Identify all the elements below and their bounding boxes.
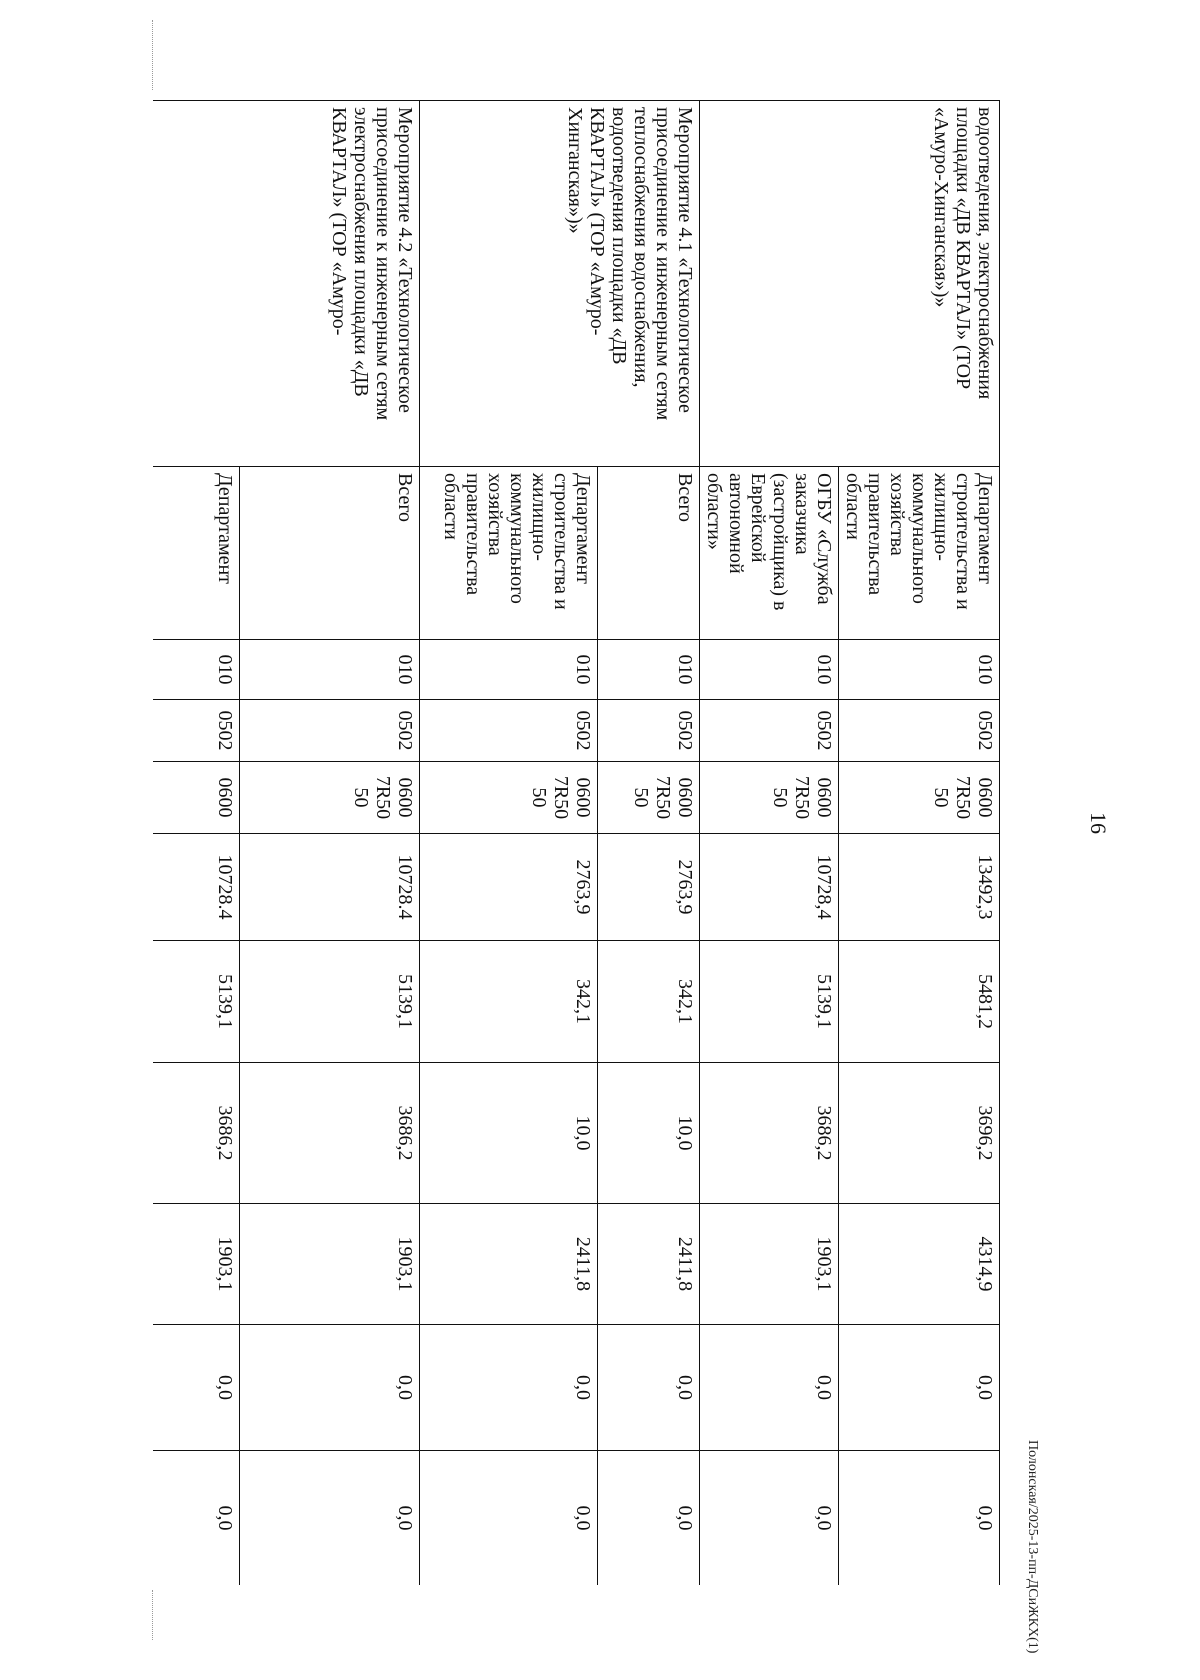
- executor-cell: Департамент строительства и жилищно-коммунального хозяйства правительства области: [839, 467, 1000, 640]
- measure-cell: водоотведения, электроснабжения площадки «ДВ КВАРТАЛ» (ТОР «Амуро-Хинганская»)»: [700, 101, 1000, 467]
- year-value-cell: 5139,1: [153, 941, 240, 1063]
- executor-cell: Департамент: [153, 467, 240, 640]
- grbs-cell: 010: [420, 640, 598, 700]
- total-cell: 13492,3: [839, 834, 1000, 941]
- table-row: [839, 101, 1000, 1586]
- executor-cell: Департамент строительства и жилищно-коммунального хозяйства правительства области: [420, 467, 598, 640]
- total-cell: 10728.4: [240, 834, 420, 941]
- csr-cell: 0600 7R50 50: [700, 762, 839, 834]
- year-value-cell: 0,0: [598, 1451, 700, 1586]
- rzpr-cell: 0502: [420, 700, 598, 762]
- year-value-cell: 5481,2: [839, 941, 1000, 1063]
- year-value-cell: 4314,9: [839, 1204, 1000, 1325]
- year-value-cell: 5139,1: [240, 941, 420, 1063]
- scan-edge-mark: [152, 1590, 153, 1640]
- year-value-cell: 0,0: [598, 1325, 700, 1451]
- year-value-cell: 0,0: [839, 1451, 1000, 1586]
- year-value-cell: 0,0: [153, 1451, 240, 1586]
- year-value-cell: 0,0: [153, 1325, 240, 1451]
- rzpr-cell: 0502: [240, 700, 420, 762]
- year-value-cell: 3686,2: [700, 1063, 839, 1204]
- year-value-cell: 1903,1: [240, 1204, 420, 1325]
- csr-cell: 0600 7R50 50: [839, 762, 1000, 834]
- year-value-cell: 10,0: [598, 1063, 700, 1204]
- year-value-cell: 10,0: [420, 1063, 598, 1204]
- budget-table-container: [153, 100, 1000, 1585]
- year-value-cell: 1903,1: [700, 1204, 839, 1325]
- executor-cell: ОГБУ «Служба заказчика (застройщика) в Еврейской автономной области»: [700, 467, 839, 640]
- year-value-cell: 0,0: [420, 1325, 598, 1451]
- grbs-cell: 010: [598, 640, 700, 700]
- year-value-cell: 0,0: [420, 1451, 598, 1586]
- year-value-cell: 0,0: [240, 1325, 420, 1451]
- grbs-cell: 010: [240, 640, 420, 700]
- year-value-cell: 3686,2: [240, 1063, 420, 1204]
- total-cell: 10728.4: [153, 834, 240, 941]
- year-value-cell: 342,1: [598, 941, 700, 1063]
- year-value-cell: 2411,8: [420, 1204, 598, 1325]
- csr-cell: 0600: [153, 762, 240, 834]
- measure-cell: Мероприятие 4.2 «Технологическое присоединение к инженерным сетям электроснабжения площадки «ДВ КВАРТАЛ» (ТОР «Амуро-: [153, 101, 420, 467]
- grbs-cell: 010: [153, 640, 240, 700]
- year-value-cell: 5139,1: [700, 941, 839, 1063]
- budget-table: [153, 100, 1000, 1585]
- year-value-cell: 0,0: [700, 1451, 839, 1586]
- measure-cell: Мероприятие 4.1 «Технологическое присоединение к инженерным сетям теплоснабжения водоснабжения, водоотведения площадки «ДВ КВАРТАЛ» (ТОР «Амуро-Хинганская»)»: [420, 101, 700, 467]
- year-value-cell: 342,1: [420, 941, 598, 1063]
- scan-edge-mark: [152, 20, 153, 90]
- table-row: [240, 101, 420, 1586]
- year-value-cell: 3686,2: [153, 1063, 240, 1204]
- grbs-cell: 010: [839, 640, 1000, 700]
- year-value-cell: 1903,1: [153, 1204, 240, 1325]
- rzpr-cell: 0502: [598, 700, 700, 762]
- year-value-cell: 2411,8: [598, 1204, 700, 1325]
- executor-cell: Всего: [240, 467, 420, 640]
- year-value-cell: 0,0: [839, 1325, 1000, 1451]
- executor-cell: Всего: [598, 467, 700, 640]
- csr-cell: 0600 7R50 50: [420, 762, 598, 834]
- total-cell: 2763,9: [598, 834, 700, 941]
- year-value-cell: 3696,2: [839, 1063, 1000, 1204]
- page-number: 16: [1086, 812, 1111, 834]
- table-row: [598, 101, 700, 1586]
- rzpr-cell: 0502: [839, 700, 1000, 762]
- csr-cell: 0600 7R50 50: [598, 762, 700, 834]
- total-cell: 2763,9: [420, 834, 598, 941]
- csr-cell: 0600 7R50 50: [240, 762, 420, 834]
- year-value-cell: 0,0: [240, 1451, 420, 1586]
- grbs-cell: 010: [700, 640, 839, 700]
- rzpr-cell: 0502: [700, 700, 839, 762]
- document-footer-code: Полонская/2025-13-пп-ДСиЖКХ(1): [1025, 1440, 1040, 1654]
- total-cell: 10728,4: [700, 834, 839, 941]
- rzpr-cell: 0502: [153, 700, 240, 762]
- year-value-cell: 0,0: [700, 1325, 839, 1451]
